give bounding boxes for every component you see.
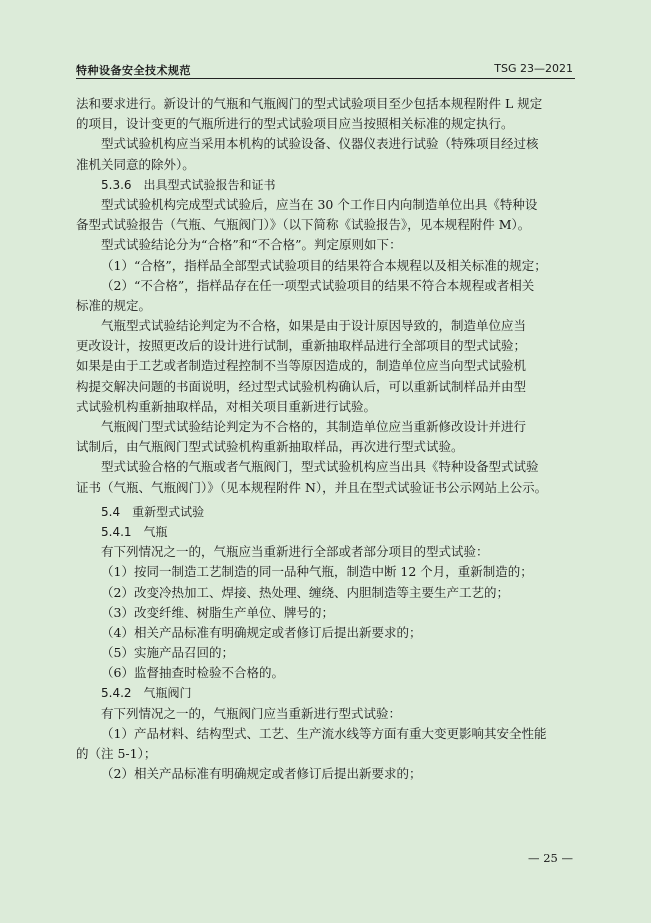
page-number: — 25 —	[528, 851, 573, 865]
text-line: 型式试验结论分为“合格”和“不合格”。判定原则如下：	[101, 237, 402, 253]
text-line: 试制后，由气瓶阀门型式试验机构重新抽取样品，再次进行型式试验。	[76, 439, 464, 455]
list-item: （2）相关产品标准有明确规定或者修订后提出新要求的；	[101, 766, 422, 782]
text-line: 的项目，设计变更的气瓶所进行的型式试验项目应当按照相关标准的规定执行。	[76, 116, 514, 132]
text-line: 型式试验机构应当采用本机构的试验设备、仪器仪表进行试验（特殊项目经过核	[101, 136, 539, 152]
text-line: 气瓶型式试验结论判定为不合格，如果是由于设计原因导致的，制造单位应当	[101, 318, 527, 334]
text-line: 式试验机构重新抽取样品，对相关项目重新进行试验。	[76, 398, 377, 414]
document-body	[76, 94, 576, 784]
text-line: （1）“合格”，指样品全部型式试验项目的结果符合本规程以及相关标准的规定；	[101, 257, 547, 273]
header-rule	[76, 78, 575, 79]
subsection-heading: 5.4.2 气瓶阀门	[101, 686, 192, 701]
text-line: 更改设计，按照更改后的设计进行试制，重新抽取样品进行全部项目的型式试验；	[76, 338, 527, 354]
text-line: 型式试验机构完成型式试验后，应当在 30 个工作日内向制造单位出具《特种设	[101, 196, 538, 212]
page-header-code: TSG 23—2021	[494, 62, 573, 75]
text-line: 有下列情况之一的，气瓶应当重新进行全部或者部分项目的型式试验：	[101, 544, 489, 560]
list-item: （6）监督抽查时检验不合格的。	[101, 665, 284, 681]
list-item: （1）产品材料、结构型式、工艺、生产流水线等方面有重大变更影响其安全性能	[101, 725, 547, 741]
list-item: （1）按同一制造工艺制造的同一品种气瓶，制造中断 12 个月，重新制造的；	[101, 564, 533, 580]
list-item: （2）改变冷热加工、焊接、热处理、缠绕、内胆制造等主要生产工艺的；	[101, 584, 509, 600]
text-line: （2）“不合格”，指样品存在任一项型式试验项目的结果不符合本规程或者相关	[101, 277, 535, 293]
page-header-title: 特种设备安全技术规范	[76, 64, 191, 77]
text-line: 备型式试验报告（气瓶、气瓶阀门）》（以下简称《试验报告》，见本规程附件 M）。	[76, 217, 531, 233]
list-item: （5）实施产品召回的；	[101, 645, 234, 661]
list-item: （4）相关产品标准有明确规定或者修订后提出新要求的；	[101, 624, 422, 640]
section-heading: 5.4 重新型式试验	[101, 504, 205, 519]
text-line: 气瓶阀门型式试验结论判定为不合格的，其制造单位应当重新修改设计并进行	[101, 419, 527, 434]
subsection-heading: 5.4.1 气瓶	[101, 524, 168, 539]
text-line: 法和要求进行。新设计的气瓶和气瓶阀门的型式试验项目至少包括本规程附件 L 规定	[76, 96, 543, 111]
text-line: 构提交解决问题的书面说明，经过型式试验机构确认后，可以重新试制样品并由型	[76, 378, 527, 394]
text-line: 准机关同意的除外）。	[76, 156, 195, 172]
text-line: 型式试验合格的气瓶或者气瓶阀门，型式试验机构应当出具《特种设备型式试验	[101, 459, 539, 475]
text-line: 证书（气瓶、气瓶阀门）》（见本规程附件 N），并且在型式试验证书公示网站上公示。	[76, 479, 548, 495]
text-line: 标准的规定。	[76, 297, 152, 313]
text-line: 的（注 5-1）；	[76, 746, 157, 761]
text-line: 如果是由于工艺或者制造过程控制不当等原因造成的，制造单位应当向型式试验机	[76, 358, 527, 374]
section-heading: 5.3.6 出具型式试验报告和证书	[101, 177, 276, 192]
list-item: （3）改变纤维、树脂生产单位、牌号的；	[101, 604, 334, 620]
text-line: 有下列情况之一的，气瓶阀门应当重新进行型式试验：	[101, 705, 402, 721]
